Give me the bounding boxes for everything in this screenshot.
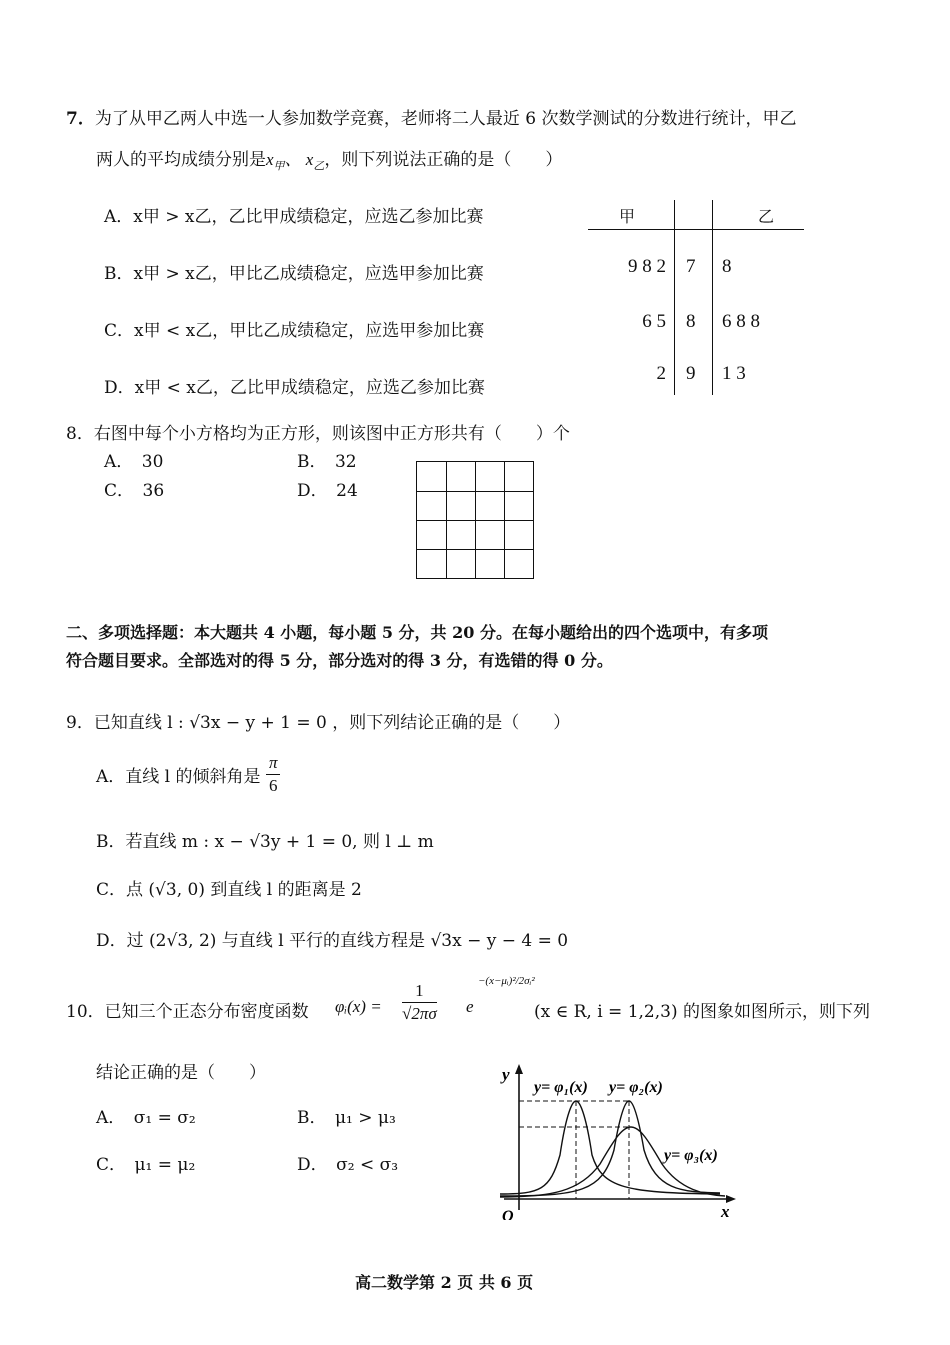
origin-label: O	[502, 1208, 514, 1220]
grid-line	[417, 520, 533, 521]
q10-option-a: A． σ₁ = σ₂	[96, 1108, 196, 1128]
fraction-denominator: 6	[268, 776, 278, 795]
stem-leaf-row-1-right: 8	[722, 256, 732, 277]
grid-line	[417, 549, 533, 550]
curve-label-2: y= φ₂(x)	[609, 1079, 663, 1096]
stem-leaf-header-right: 乙	[758, 207, 775, 226]
q9-option-a	[96, 752, 280, 797]
q7-option-b: B．x甲 > x乙，甲比乙成绩稳定，应选甲参加比赛	[104, 264, 484, 284]
y-axis-arrow	[515, 1064, 523, 1074]
q7-line2	[96, 145, 562, 173]
stem-leaf-row-3-left: 2	[656, 363, 666, 384]
stem-leaf-row-2-stem: 8	[686, 311, 696, 332]
q10-exponent: −(x−μᵢ)²/2σᵢ²	[478, 975, 535, 987]
stem-leaf-divider-right	[712, 200, 713, 395]
q10-option-b: B． μ₁ > μ₃	[297, 1108, 396, 1128]
q10-option-c: C． μ₁ = μ₂	[96, 1155, 196, 1175]
q10-e: e	[466, 997, 474, 1016]
stem-leaf-row-2-left: 6 5	[642, 311, 666, 332]
stem-leaf-row-1-stem: 7	[686, 256, 696, 277]
q7-line2-post: ，则下列说法正确的是（ ）	[324, 150, 563, 170]
q7-option-c: C．x甲 < x乙，甲比乙成绩稳定，应选甲参加比赛	[104, 321, 485, 341]
section2-heading-line2: 符合题目要求。全部选对的得 5 分，部分选对的得 3 分，有选错的得 0 分。	[66, 651, 613, 670]
q9-stem: 9．已知直线 l : √3x − y + 1 = 0 ，则下列结论正确的是（ ）	[66, 713, 571, 733]
stem-leaf-divider-left	[674, 200, 675, 395]
normal-distribution-graph	[490, 1060, 750, 1220]
q8-option-b: B． 32	[297, 452, 357, 472]
q9-option-d: D．过 (2√3, 2) 与直线 l 平行的直线方程是 √3x − y − 4 = 0	[96, 931, 569, 951]
stem-leaf-row-3-stem: 9	[686, 363, 696, 384]
q7-line2-pre: 两人的平均成绩分别是	[96, 150, 266, 170]
q7-number: 7．	[66, 109, 95, 129]
stem-leaf-header-rule	[588, 229, 804, 230]
stem-leaf-row-3-right: 1 3	[722, 363, 746, 384]
q10-stem-line2: 结论正确的是（ ）	[96, 1063, 266, 1083]
q7-line1	[66, 104, 796, 129]
q10-fraction	[402, 980, 437, 1025]
q10-stem-pre: 10．已知三个正态分布密度函数	[66, 1002, 309, 1022]
q7-text-line1: 为了从甲乙两人中选一人参加数学竞赛，老师将二人最近 6 次数学测试的分数进行统计，甲乙	[94, 109, 797, 129]
q9-option-b: B．若直线 m : x − √3y + 1 = 0, 则 l ⊥ m	[96, 832, 434, 852]
pi-numerator: π	[266, 752, 281, 775]
q7-option-d: D．x甲 < x乙，乙比甲成绩稳定，应选乙参加比赛	[104, 378, 485, 398]
q8-option-d: D． 24	[297, 481, 358, 501]
section2-heading-line1: 二、多项选择题：本大题共 4 小题，每小题 5 分，共 20 分。在每小题给出的四个选项中，有多项	[66, 623, 768, 642]
q9-option-a-text: A．直线 l 的倾斜角是	[96, 767, 261, 787]
q10-option-d: D． σ₂ < σ₃	[297, 1155, 399, 1175]
q7-mean-symbols: $x_甲$、 $x_乙$	[266, 150, 325, 173]
stem-leaf-row-2-right: 6 8 8	[722, 311, 760, 332]
page-footer: 高二数学第 2 页 共 6 页	[355, 1273, 534, 1292]
q9-option-c: C．点 (√3, 0) 到直线 l 的距离是 2	[96, 880, 362, 900]
q8-option-c: C． 36	[104, 481, 165, 501]
square-grid-figure	[416, 461, 534, 579]
stem-leaf-header-left: 甲	[619, 207, 636, 226]
q10-phi: φᵢ(x) =	[335, 997, 382, 1016]
curve-label-3: y= φ₃(x)	[664, 1147, 718, 1164]
grid-line	[417, 491, 533, 492]
q9-option-a-fraction	[266, 752, 281, 797]
y-axis-label: y	[502, 1065, 510, 1084]
q10-stem-post: (x ∈ R, i = 1,2,3) 的图象如图所示，则下列	[534, 1002, 870, 1022]
q8-stem: 8．右图中每个小方格均为正方形，则该图中正方形共有（ ）个	[66, 424, 570, 444]
curve-label-1: y= φ₁(x)	[534, 1079, 588, 1096]
q8-option-a: A． 30	[104, 452, 164, 472]
stem-leaf-plot	[588, 200, 804, 400]
q7-option-a: A．x甲 > x乙，乙比甲成绩稳定，应选乙参加比赛	[104, 207, 484, 227]
stem-leaf-row-1-left: 9 8 2	[628, 256, 666, 277]
x-axis-label: x	[721, 1202, 730, 1220]
q10-fraction-denominator: √2πσ	[402, 1004, 437, 1023]
q10-fraction-numerator: 1	[402, 980, 437, 1003]
